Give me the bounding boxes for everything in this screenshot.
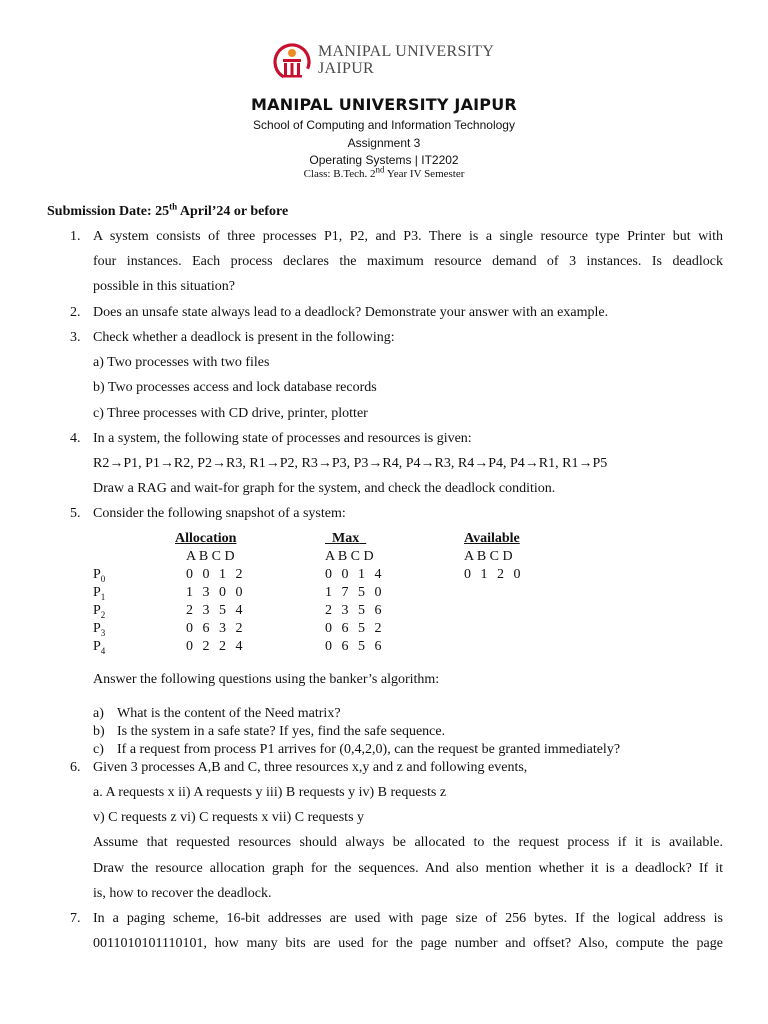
table-cell-max: 0 6 5 6: [325, 639, 385, 654]
question-5-label-c: c): [93, 742, 104, 757]
logo-line-1: MANIPAL UNIVERSITY: [318, 43, 495, 60]
question-5-label-b: b): [93, 724, 105, 739]
table-cell-max: 2 3 5 6: [325, 603, 385, 618]
table-cell-allocation: 2 3 5 4: [186, 603, 246, 618]
question-6-line-5: Draw the resource allocation graph for the sequences. And also mention whether it is a deadlock? If it: [93, 861, 723, 876]
table-row-label: $P_2$: [93, 603, 106, 620]
question-number: 5.: [70, 506, 81, 521]
class-info: Class: B.Tech. 2nd Year IV Semester: [303, 164, 465, 180]
question-1-line-2: four instances. Each process declares the maximum resource demand of 3 instances. Is deadlock: [93, 254, 723, 269]
table-row-label: $P_0$: [93, 567, 106, 584]
table-cell-available: 0 1 2 0: [464, 567, 524, 582]
university-emblem-icon: [272, 40, 314, 84]
table-cell-max: 0 6 5 2: [325, 621, 385, 636]
question-3-option-c: c) Three processes with CD drive, printer, plotter: [93, 406, 368, 421]
table-header-allocation: Allocation: [175, 531, 237, 546]
question-1-line-3: possible in this situation?: [93, 279, 235, 294]
table-subheader-allocation: A B C D: [186, 549, 235, 564]
question-3-option-a: a) Two processes with two files: [93, 355, 270, 370]
question-6-events-1: a. A requests x ii) A requests y iii) B requests y iv) B requests z: [93, 785, 447, 800]
question-number: 7.: [70, 911, 81, 926]
question-number: 3.: [70, 330, 81, 345]
question-5-part-c: If a request from process P1 arrives for (0,4,2,0), can the request be granted immediately?: [117, 742, 621, 757]
question-2-text: Does an unsafe state always lead to a deadlock? Demonstrate your answer with an example.: [93, 305, 609, 320]
table-row-label: $P_1$: [93, 585, 106, 602]
logo-wordmark: [318, 43, 494, 77]
submission-date: Submission Date: 25th April’24 or before: [47, 201, 289, 219]
table-cell-allocation: 0 2 2 4: [186, 639, 246, 654]
table-cell-allocation: 0 6 3 2: [186, 621, 246, 636]
table-subheader-max: A B C D: [325, 549, 374, 564]
question-number: 4.: [70, 431, 81, 446]
question-5-part-b: Is the system in a safe state? If yes, find the safe sequence.: [117, 724, 446, 739]
question-4-edges: R2→P1, P1→R2, P2→R3, R1→P2, R3→P3, P3→R4, P4→R3, R4→P4, P4→R1, R1→P5: [93, 456, 608, 471]
assignment-number: Assignment 3: [347, 136, 421, 150]
question-6-line-4: Assume that requested resources should always be allocated to the request process if it is available.: [93, 835, 723, 850]
table-cell-allocation: 0 0 1 2: [186, 567, 246, 582]
table-subheader-available: A B C D: [464, 549, 513, 564]
question-number: 2.: [70, 305, 81, 320]
question-5-label-a: a): [93, 706, 104, 721]
table-row-label: $P_4$: [93, 639, 106, 656]
question-3-text: Check whether a deadlock is present in the following:: [93, 330, 395, 345]
question-4-instruction: Draw a RAG and wait-for graph for the system, and check the deadlock condition.: [93, 481, 556, 496]
table-row-label: $P_3$: [93, 621, 106, 638]
question-6-events-2: v) C requests z vi) C requests x vii) C requests y: [93, 810, 365, 825]
document-title: MANIPAL UNIVERSITY JAIPUR: [251, 95, 517, 114]
university-logo: [272, 40, 502, 86]
question-5-text: Consider the following snapshot of a system:: [93, 506, 346, 521]
question-4-text: In a system, the following state of processes and resources is given:: [93, 431, 472, 446]
question-1-line-1: A system consists of three processes P1, P2, and P3. There is a single resource type Printer but with: [93, 229, 723, 244]
logo-line-2: JAIPUR: [318, 60, 375, 77]
question-number: 1.: [70, 229, 81, 244]
table-header-available: Available: [464, 531, 520, 546]
question-3-option-b: b) Two processes access and lock database records: [93, 380, 377, 395]
question-7-line-1: In a paging scheme, 16-bit addresses are used with page size of 256 bytes. If the logical address is: [93, 911, 723, 926]
course-name: Operating Systems | IT2202: [309, 153, 459, 167]
question-5-prompt: Answer the following questions using the banker’s algorithm:: [93, 672, 440, 687]
table-cell-max: 1 7 5 0: [325, 585, 385, 600]
question-7-line-2: 0011010101110101, how many bits are used for the page number and offset? Also, compute the page: [93, 936, 723, 951]
question-6-line-6: is, how to recover the deadlock.: [93, 886, 272, 901]
school-name: School of Computing and Information Technology: [253, 118, 515, 132]
question-number: 6.: [70, 760, 81, 775]
table-header-max: Max: [332, 531, 360, 546]
table-cell-max: 0 0 1 4: [325, 567, 385, 582]
question-5-part-a: What is the content of the Need matrix?: [117, 706, 341, 721]
question-6-text: Given 3 processes A,B and C, three resources x,y and z and following events,: [93, 760, 528, 775]
table-cell-allocation: 1 3 0 0: [186, 585, 246, 600]
